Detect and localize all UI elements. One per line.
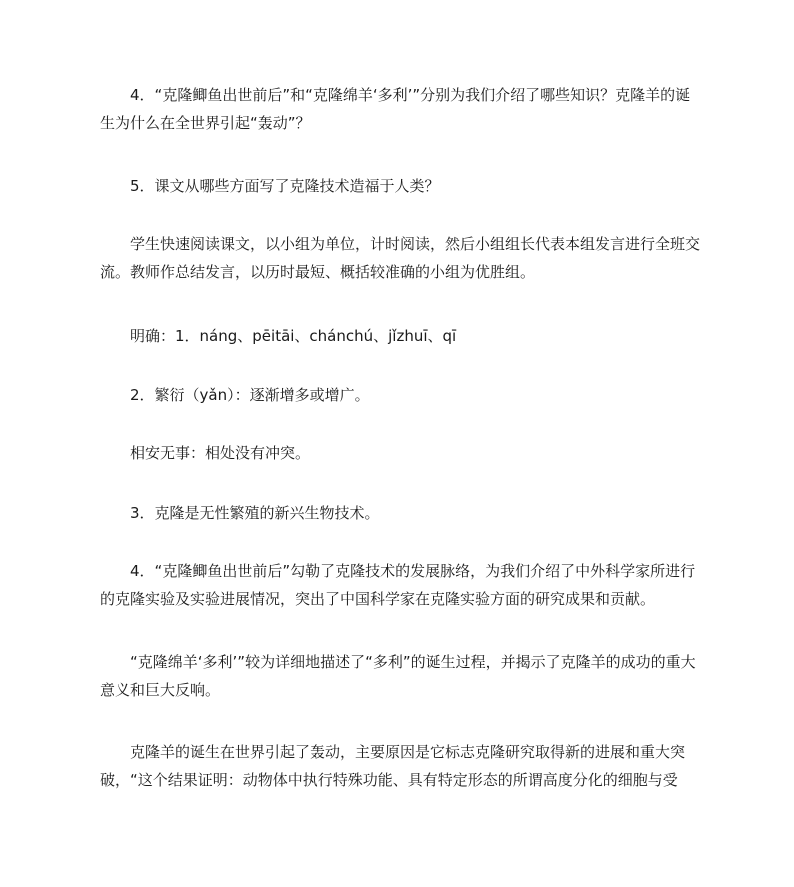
answer-2-definition: 2．繁衍（yǎn）：逐渐增多或增广。	[130, 386, 370, 404]
question-5: 5．课文从哪些方面写了克隆技术造福于人类？	[130, 177, 440, 195]
question-4: 4．“克隆鲫鱼出世前后”和“克隆绵羊‘多利’”分别为我们介绍了哪些知识？克隆羊的诞生为什么在全世界引起“轰动”？	[100, 86, 691, 132]
answer-3: 3．克隆是无性繁殖的新兴生物技术。	[130, 504, 380, 522]
answer-4-part1: 4．“克隆鲫鱼出世前后”勾勒了克隆技术的发展脉络，为我们介绍了中外科学家所进行的克隆实验及实验进展情况，突出了中国科学家在克隆实验方面的研究成果和贡献。	[100, 562, 696, 608]
answer-1-pinyin: 明确：1．náng、pēitāi、chánchú、jǐzhuī、qī	[130, 327, 457, 345]
answer-4-part3: 克隆羊的诞生在世界引起了轰动，主要原因是它标志克隆研究取得新的进展和重大突破，“这个结果证明：动物体中执行特殊功能、具有特定形态的所谓高度分化的细胞与受	[100, 743, 686, 789]
answer-2-idiom: 相安无事：相处没有冲突。	[130, 444, 311, 462]
activity-instructions: 学生快速阅读课文，以小组为单位，计时阅读，然后小组组长代表本组发言进行全班交流。教师作总结发言，以历时最短、概括较准确的小组为优胜组。	[100, 235, 701, 281]
answer-4-part2: “克隆绵羊‘多利’”较为详细地描述了“多利”的诞生过程，并揭示了克隆羊的成功的重大意义和巨大反响。	[100, 653, 696, 699]
